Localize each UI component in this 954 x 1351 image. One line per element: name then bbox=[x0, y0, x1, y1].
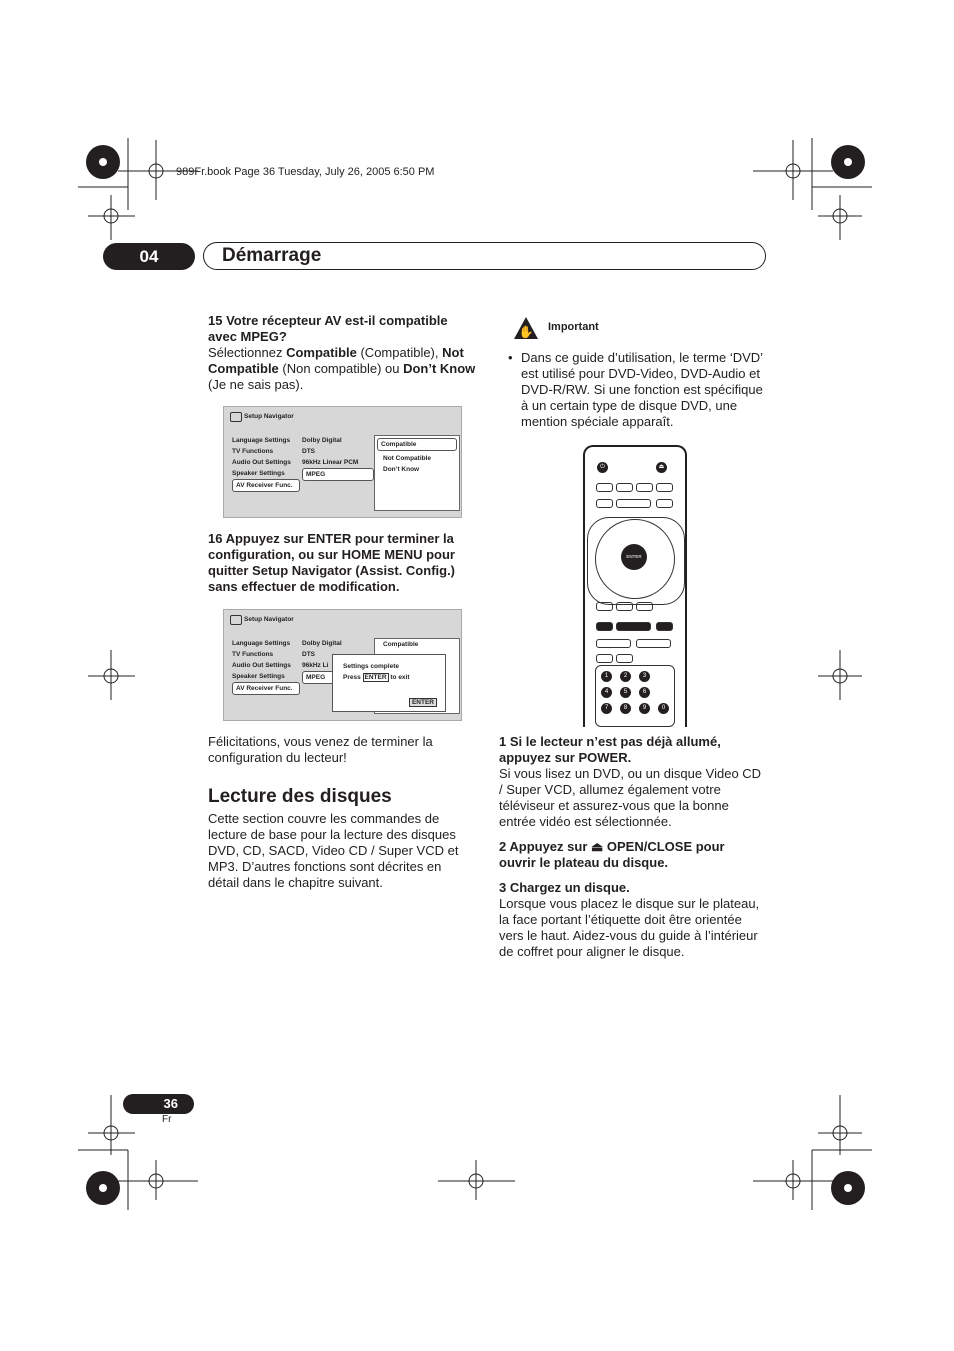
dialog-message: Press ENTER to exit bbox=[343, 674, 410, 681]
section-title: Lecture des disques bbox=[208, 786, 392, 807]
file-info: 989Fr.book Page 36 Tuesday, July 26, 2005 6:50 PM bbox=[176, 166, 435, 178]
value-item: Dolby Digital bbox=[302, 437, 342, 444]
key-2: 2 bbox=[620, 671, 631, 682]
congrats-text: Félicitations, vous venez de terminer la configuration du lecteur! bbox=[208, 734, 433, 765]
menu-item: Audio Out Settings bbox=[232, 459, 291, 466]
menu-item: Language Settings bbox=[232, 437, 291, 444]
remote-control-illustration bbox=[583, 445, 687, 727]
enter-key: ENTER bbox=[621, 544, 647, 570]
setup-navigator-screen-1 bbox=[223, 406, 462, 518]
power-icon: ⏻ bbox=[597, 462, 608, 473]
step3-heading: 3 Chargez un disque. bbox=[499, 880, 630, 895]
value-item: 96kHz Linear PCM bbox=[302, 459, 359, 466]
chapter-title-bar bbox=[203, 242, 766, 270]
page-number: 36 bbox=[123, 1094, 194, 1114]
bullet-dot: • bbox=[508, 350, 513, 365]
key-1: 1 bbox=[601, 671, 612, 682]
option-selected: Compatible bbox=[377, 438, 457, 451]
value-item: DTS bbox=[302, 651, 315, 658]
step3-body: Lorsque vous placez le disque sur le plateau, la face portant l’étiquette doit être orientée vers le haut. Aidez-vous du guide à l’intérieur de coffret pour aligner le disque. bbox=[499, 896, 760, 959]
setup-icon bbox=[230, 615, 242, 625]
key-9: 9 bbox=[639, 703, 650, 714]
step16-heading: 16 Appuyez sur ENTER pour terminer la configuration, ou sur HOME MENU pour quitter Setup Navigator (Assist. Config.) sans effectuer de modification. bbox=[208, 531, 456, 594]
menu-item-selected: AV Receiver Func. bbox=[232, 479, 300, 492]
important-label: Important bbox=[548, 321, 599, 333]
settings-complete-dialog bbox=[332, 654, 446, 712]
menu-list bbox=[232, 638, 300, 695]
step1-heading: 1 Si le lecteur n’est pas déjà allumé, appuyez sur POWER. bbox=[499, 734, 721, 765]
chapter-number: 04 bbox=[103, 243, 195, 270]
section-body: Cette section couvre les commandes de lecture de base pour la lecture des disques DVD, CD, SACD, Video CD / Super VCD et MP3. D’autres fonctions sont décrites en détail dans le chapitre suivant. bbox=[208, 811, 459, 890]
eject-icon: ⏏ bbox=[656, 462, 667, 473]
option-item: Compatible bbox=[383, 641, 419, 648]
value-item-selected: MPEG bbox=[302, 671, 374, 684]
screen-title: Setup Navigator bbox=[244, 413, 294, 420]
value-item: 96kHz Li bbox=[302, 662, 329, 669]
option-item: Don’t Know bbox=[383, 466, 420, 473]
menu-item: TV Functions bbox=[232, 448, 274, 455]
menu-item: Speaker Settings bbox=[232, 470, 285, 477]
menu-item: Language Settings bbox=[232, 640, 291, 647]
value-item: Dolby Digital bbox=[302, 640, 342, 647]
step15-body: Sélectionnez Compatible (Compatible), Not Compatible (Non compatible) ou Don’t Know (Je ne sais pas). bbox=[208, 345, 476, 392]
value-item: DTS bbox=[302, 448, 315, 455]
value-list bbox=[302, 435, 374, 481]
setup-navigator-screen-2 bbox=[223, 609, 462, 721]
key-8: 8 bbox=[620, 703, 631, 714]
value-item-selected: MPEG bbox=[302, 468, 374, 481]
svg-text:✋: ✋ bbox=[518, 325, 534, 339]
key-3: 3 bbox=[639, 671, 650, 682]
option-list bbox=[374, 435, 460, 511]
menu-item: TV Functions bbox=[232, 651, 274, 658]
setup-icon bbox=[230, 412, 242, 422]
step1-body: Si vous lisez un DVD, ou un disque Video CD / Super VCD, allumez également votre téléviseur et assurez-vous que la bonne entrée vidéo est sélectionnée. bbox=[499, 766, 762, 829]
important-bullet: Dans ce guide d’utilisation, le terme ‘DVD’ est utilisé pour DVD-Video, DVD-Audio et DVD-R/RW. Si une fonction est spécifique à un certain type de disque DVD, une mention spéciale apparaît. bbox=[521, 350, 763, 429]
key-7: 7 bbox=[601, 703, 612, 714]
option-item: Not Compatible bbox=[383, 455, 432, 462]
key-6: 6 bbox=[639, 687, 650, 698]
step15-heading: 15 Votre récepteur AV est-il compatible avec MPEG? bbox=[208, 313, 448, 344]
warning-icon bbox=[513, 316, 539, 340]
key-0: 0 bbox=[658, 703, 669, 714]
chapter-title: Démarrage bbox=[222, 245, 322, 266]
screen-title: Setup Navigator bbox=[244, 616, 294, 623]
step2-heading: 2 Appuyez sur ⏏ OPEN/CLOSE pour ouvrir le plateau du disque. bbox=[499, 839, 725, 870]
dialog-title: Settings complete bbox=[343, 663, 399, 670]
enter-button: ENTER bbox=[409, 698, 437, 707]
key-4: 4 bbox=[601, 687, 612, 698]
language-code: Fr bbox=[162, 1114, 172, 1125]
menu-item-selected: AV Receiver Func. bbox=[232, 682, 300, 695]
menu-item: Speaker Settings bbox=[232, 673, 285, 680]
menu-list bbox=[232, 435, 300, 492]
key-5: 5 bbox=[620, 687, 631, 698]
menu-item: Audio Out Settings bbox=[232, 662, 291, 669]
